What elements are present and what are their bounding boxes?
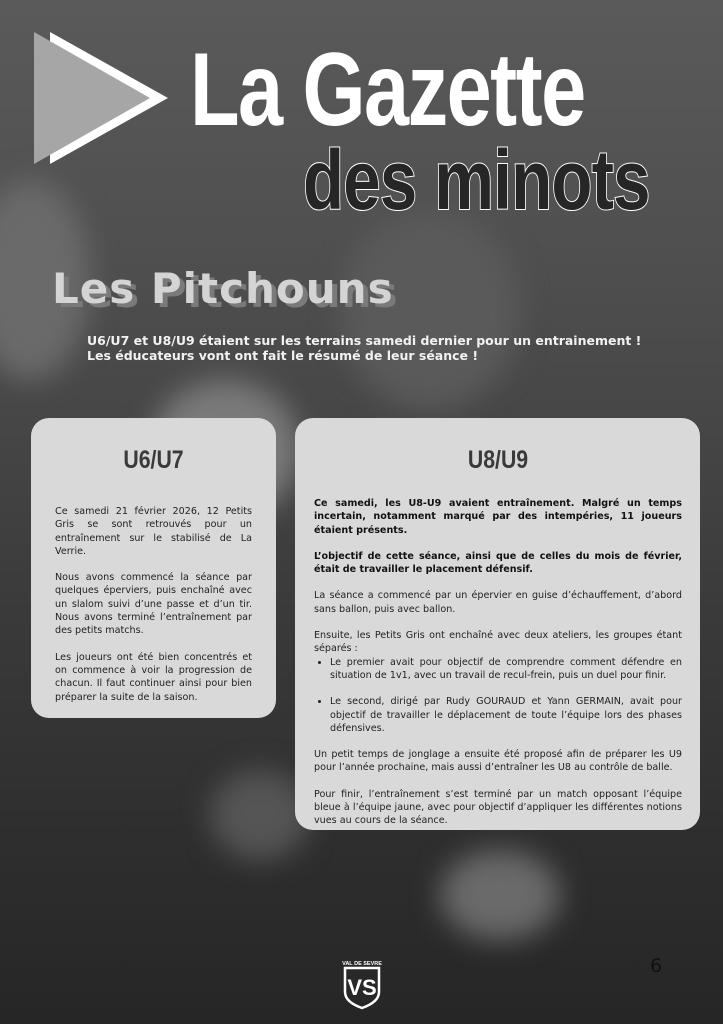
logo-letters: VS: [347, 975, 377, 1000]
u8u9-paragraph: Un petit temps de jonglage a ensuite été proposé afin de préparer les U9 pour l’année prochaine, mais aussi d’entraîner les U8 au contrôle de balle.: [314, 749, 682, 774]
u6u7-paragraph: Ce samedi 21 février 2026, 12 Petits Gris se sont retrouvés pour un entraînement sur le stabilisé de La Verrie.: [55, 506, 252, 557]
u8u9-paragraph: La séance a commencé par un épervier en guise d’échauffement, d’abord sans ballon, puis avec ballon.: [314, 590, 682, 615]
section-title: Les Pitchouns: [52, 264, 394, 313]
list-item: • Le premier avait pour objectif de comprendre comment défendre en situation de 1v1, avec un travail de recul-frein, puis un duel pour finir.: [330, 656, 682, 683]
intro-line: Les éducateurs vont ont fait le résumé de leur séance !: [87, 348, 479, 363]
gazette-subtitle: des minots: [303, 133, 650, 227]
intro-line: U6/U7 et U8/U9 étaient sur les terrains samedi dernier pour un entrainement !: [87, 333, 642, 348]
u8u9-workshop-list: [330, 656, 682, 735]
u8u9-card: [295, 418, 700, 830]
u6u7-paragraph: Nous avons commencé la séance par quelques éperviers, puis enchaîné avec un slalom suivi d’une passe et d’un tir. Nous avons terminé l’entraînement par des petits matchs.: [55, 572, 252, 637]
u6u7-card: [31, 418, 276, 718]
u6u7-heading: U6/U7: [123, 446, 184, 474]
section-intro: [87, 333, 641, 363]
val-de-sevre-logo: [341, 958, 383, 1010]
u8u9-bold-paragraph: Ce samedi, les U8-U9 avaient entraînement. Malgré un temps incertain, notamment marqué par des intempéries, 11 joueurs étaient présents.: [314, 498, 682, 536]
logo-text: VAL DE SEVRE: [342, 961, 382, 967]
page-number: 6: [650, 955, 663, 977]
u6u7-paragraph: Les joueurs ont été bien concentrés et on commence à voir la progression de chacun. Il faut continuer ainsi pour bien préparer la suite de la saison.: [55, 651, 252, 703]
list-item: • Le second, dirigé par Rudy GOURAUD et Yann GERMAIN, avait pour objectif de travailler le déplacement de toute l’équipe lors des phases défensives.: [330, 695, 682, 735]
u8u9-paragraph: Ensuite, les Petits Gris ont enchaîné avec deux ateliers, les groupes étant séparés :: [314, 630, 682, 655]
u8u9-bold-paragraph: L’objectif de cette séance, ainsi que de celles du mois de février, était de travailler le placement défensif.: [314, 550, 682, 576]
u8u9-heading: U8/U9: [467, 446, 529, 474]
u8u9-paragraph: Pour finir, l’entraînement s’est terminé par un match opposant l’équipe bleue à l’équipe jaune, avec pour objectif d’appliquer les différentes notions vues au cours de la séance.: [314, 788, 682, 827]
gazette-title: La Gazette: [190, 32, 585, 148]
background-photo-shoe: [440, 850, 560, 940]
play-triangle-icon: [32, 30, 172, 168]
